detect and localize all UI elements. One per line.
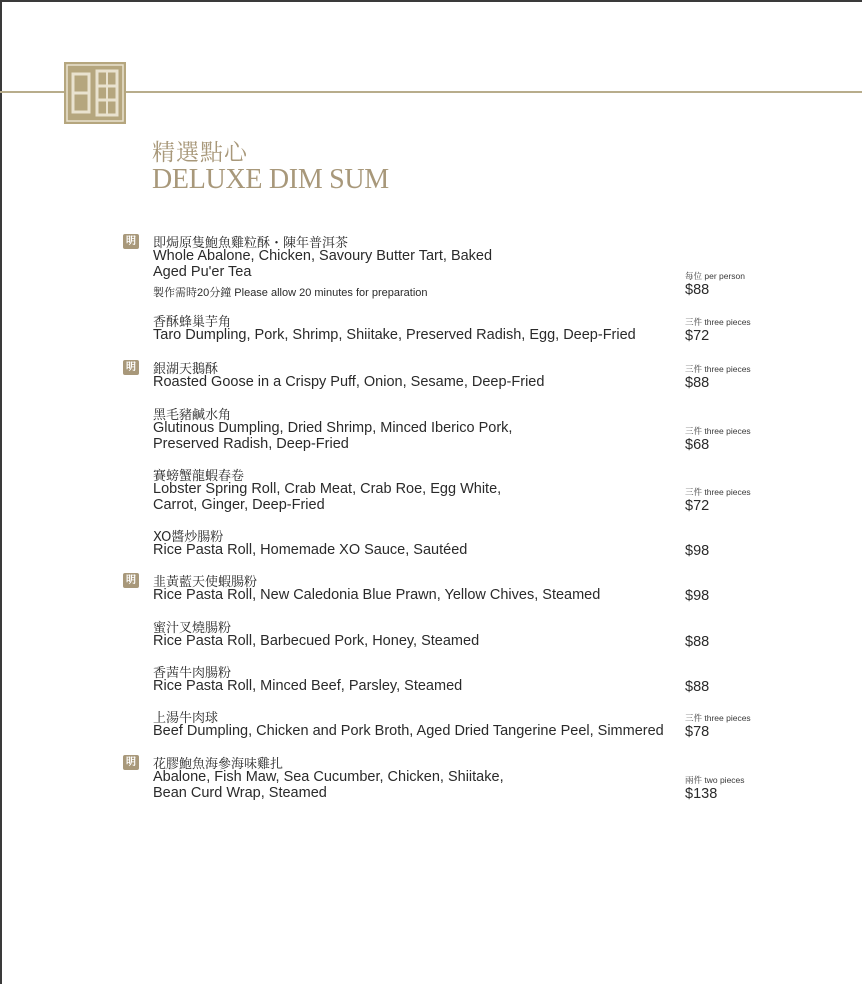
restaurant-logo bbox=[64, 62, 126, 124]
item-name-english-line-2: Carrot, Ginger, Deep-Fried bbox=[153, 497, 325, 513]
item-price: $138 bbox=[685, 786, 718, 802]
item-name-english: Rice Pasta Roll, Minced Beef, Parsley, Steamed bbox=[153, 678, 463, 694]
section-title-chinese: 精選點心 bbox=[152, 140, 248, 166]
item-price: $98 bbox=[685, 588, 710, 604]
signature-badge-icon: 明 bbox=[123, 360, 139, 375]
preparation-note: 製作需時20分鐘 Please allow 20 minutes for preparation bbox=[153, 287, 428, 299]
item-name-chinese: 韭黃藍天使蝦腸粉 bbox=[153, 575, 258, 590]
portion-unit: 三件 three pieces bbox=[685, 426, 751, 436]
item-name-chinese: 花膠鮑魚海參海味雞扎 bbox=[153, 757, 284, 772]
item-name-chinese: 即焗原隻鮑魚雞粒酥・陳年普洱茶 bbox=[153, 236, 349, 251]
item-price: $98 bbox=[685, 543, 710, 559]
item-price: $88 bbox=[685, 282, 710, 298]
item-name-english: Whole Abalone, Chicken, Savoury Butter Tart, Baked bbox=[153, 248, 493, 264]
item-name-english-line-2: Preserved Radish, Deep-Fried bbox=[153, 436, 349, 452]
item-name-chinese: XO醬炒腸粉 bbox=[153, 530, 224, 545]
portion-unit: 三件 three pieces bbox=[685, 713, 751, 723]
item-name-english: Beef Dumpling, Chicken and Pork Broth, Aged Dried Tangerine Peel, Simmered bbox=[153, 723, 664, 739]
signature-badge-icon: 明 bbox=[123, 573, 139, 588]
item-name-english: Glutinous Dumpling, Dried Shrimp, Minced Iberico Pork, bbox=[153, 420, 513, 436]
item-name-english: Rice Pasta Roll, Homemade XO Sauce, Sautéed bbox=[153, 542, 468, 558]
item-name-english: Lobster Spring Roll, Crab Meat, Crab Roe, Egg White, bbox=[153, 481, 502, 497]
item-name-chinese: 黑毛豬鹹水角 bbox=[153, 408, 232, 423]
page-left-border bbox=[0, 0, 2, 984]
item-name-english: Roasted Goose in a Crispy Puff, Onion, Sesame, Deep-Fried bbox=[153, 374, 545, 390]
item-name-english-line-2: Aged Pu'er Tea bbox=[153, 264, 252, 280]
item-name-chinese: 上湯牛肉球 bbox=[153, 711, 219, 726]
item-name-chinese: 銀湖天鵝酥 bbox=[153, 362, 219, 377]
item-name-chinese: 香酥蜂巢芋角 bbox=[153, 315, 232, 330]
item-price: $88 bbox=[685, 375, 710, 391]
portion-unit: 每位 per person bbox=[685, 271, 745, 281]
item-price: $72 bbox=[685, 328, 710, 344]
item-price: $72 bbox=[685, 498, 710, 514]
signature-badge-icon: 明 bbox=[123, 234, 139, 249]
item-name-english-line-2: Bean Curd Wrap, Steamed bbox=[153, 785, 327, 801]
portion-unit: 三件 three pieces bbox=[685, 364, 751, 374]
item-price: $68 bbox=[685, 437, 710, 453]
page-top-border bbox=[0, 0, 862, 2]
item-price: $78 bbox=[685, 724, 710, 740]
section-title-english: DELUXE DIM SUM bbox=[152, 164, 389, 195]
item-price: $88 bbox=[685, 679, 710, 695]
item-price: $88 bbox=[685, 634, 710, 650]
portion-unit: 三件 three pieces bbox=[685, 317, 751, 327]
item-name-english: Taro Dumpling, Pork, Shrimp, Shiitake, Preserved Radish, Egg, Deep-Fried bbox=[153, 327, 636, 343]
item-name-english: Rice Pasta Roll, New Caledonia Blue Prawn, Yellow Chives, Steamed bbox=[153, 587, 601, 603]
portion-unit: 兩件 two pieces bbox=[685, 775, 745, 785]
signature-badge-icon: 明 bbox=[123, 755, 139, 770]
item-name-chinese: 賽螃蟹龍蝦春卷 bbox=[153, 469, 245, 484]
header-rule bbox=[0, 91, 862, 93]
item-name-chinese: 香茜牛肉腸粉 bbox=[153, 666, 232, 681]
item-name-english: Rice Pasta Roll, Barbecued Pork, Honey, Steamed bbox=[153, 633, 480, 649]
portion-unit: 三件 three pieces bbox=[685, 487, 751, 497]
item-name-english: Abalone, Fish Maw, Sea Cucumber, Chicken, Shiitake, bbox=[153, 769, 504, 785]
item-name-chinese: 蜜汁叉燒腸粉 bbox=[153, 621, 232, 636]
